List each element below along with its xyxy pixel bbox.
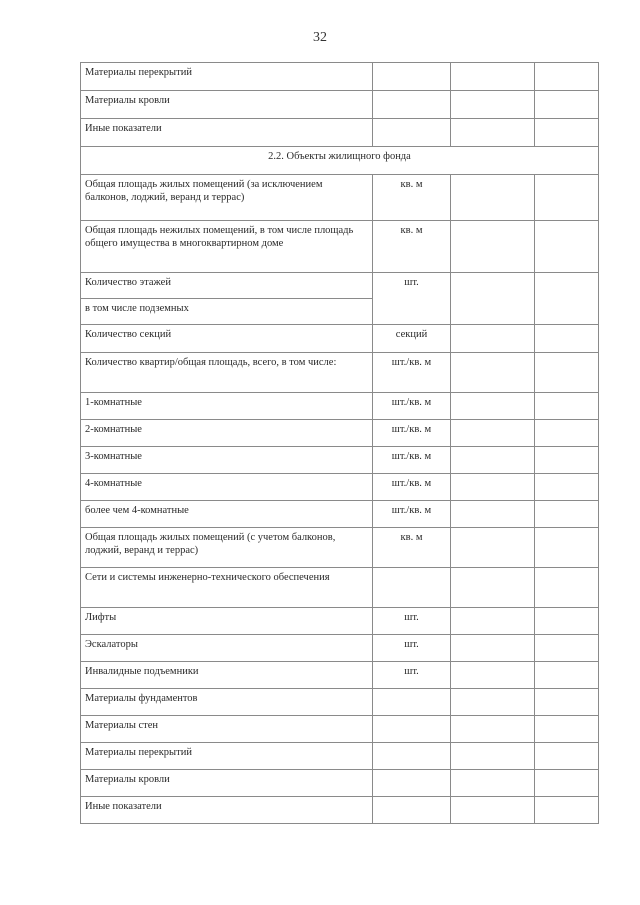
value-cell [451,608,535,635]
page-number: 32 [313,30,327,45]
row-label: 4-комнатные [81,474,373,501]
value-cell [535,325,599,353]
table-row [81,770,599,797]
row-label: Материалы перекрытий [81,63,373,91]
row-label: 2-комнатные [81,420,373,447]
row-unit: шт. [373,608,451,635]
table-row [81,662,599,689]
row-unit: шт. [373,662,451,689]
row-unit: шт./кв. м [373,353,451,393]
value-cell [535,797,599,824]
table-row [81,393,599,420]
value-cell [451,175,535,221]
value-cell [535,662,599,689]
row-label: более чем 4-комнатные [81,501,373,528]
value-cell [451,662,535,689]
row-unit: шт./кв. м [373,447,451,474]
row-unit: шт./кв. м [373,420,451,447]
table-row [81,635,599,662]
value-cell [535,528,599,568]
value-cell [451,63,535,91]
row-unit [373,91,451,119]
table-row [81,608,599,635]
value-cell [451,325,535,353]
value-cell [535,743,599,770]
table-row [81,273,599,299]
value-cell [535,716,599,743]
value-cell [451,420,535,447]
row-unit: кв. м [373,221,451,273]
row-label: Количество квартир/общая площадь, всего, в том числе: [81,353,373,393]
value-cell [535,353,599,393]
table-row [81,447,599,474]
row-label: Материалы перекрытий [81,743,373,770]
row-label: 3-комнатные [81,447,373,474]
section-header-row [81,147,599,175]
value-cell [535,273,599,325]
row-unit: шт./кв. м [373,501,451,528]
value-cell [451,221,535,273]
value-cell [535,221,599,273]
table-row [81,325,599,353]
value-cell [451,689,535,716]
row-unit [373,716,451,743]
value-cell [451,797,535,824]
row-label: в том числе подземных [81,299,373,325]
row-label: Общая площадь жилых помещений (с учетом балконов, лоджий, веранд и террас) [81,528,373,568]
table-row [81,568,599,608]
value-cell [451,119,535,147]
value-cell [451,528,535,568]
row-unit [373,770,451,797]
row-label: Лифты [81,608,373,635]
value-cell [535,63,599,91]
table-row [81,716,599,743]
row-unit [373,568,451,608]
value-cell [451,635,535,662]
value-cell [535,608,599,635]
row-unit [373,797,451,824]
indicators-table [80,62,599,824]
value-cell [535,393,599,420]
table-row [81,743,599,770]
row-label: Количество секций [81,325,373,353]
value-cell [451,770,535,797]
value-cell [535,474,599,501]
value-cell [535,689,599,716]
row-label: Инвалидные подъемники [81,662,373,689]
row-unit [373,743,451,770]
value-cell [535,635,599,662]
row-unit: шт. [373,273,451,325]
table-row [81,420,599,447]
row-label: Общая площадь жилых помещений (за исключением балконов, лоджий, веранд и террас) [81,175,373,221]
table-row [81,119,599,147]
row-label: Иные показатели [81,119,373,147]
row-unit: шт. [373,635,451,662]
value-cell [451,501,535,528]
row-label: Количество этажей [81,273,373,299]
row-label: Сети и системы инженерно-технического обеспечения [81,568,373,608]
table-row [81,63,599,91]
value-cell [451,743,535,770]
row-unit [373,119,451,147]
table-row [81,797,599,824]
value-cell [535,770,599,797]
value-cell [535,447,599,474]
value-cell [451,393,535,420]
row-unit: кв. м [373,528,451,568]
value-cell [451,716,535,743]
value-cell [535,568,599,608]
value-cell [451,353,535,393]
row-label: Общая площадь нежилых помещений, в том числе площадь общего имущества в многоквартирном доме [81,221,373,273]
value-cell [451,474,535,501]
value-cell [451,273,535,325]
row-unit: шт./кв. м [373,393,451,420]
row-unit [373,63,451,91]
row-label: Материалы кровли [81,91,373,119]
value-cell [451,568,535,608]
table-row [81,221,599,273]
row-unit [373,689,451,716]
row-label: 1-комнатные [81,393,373,420]
table-row [81,175,599,221]
table-row [81,528,599,568]
value-cell [535,91,599,119]
table-row [81,474,599,501]
value-cell [535,119,599,147]
section-title: 2.2. Объекты жилищного фонда [81,147,599,175]
row-unit: кв. м [373,175,451,221]
row-label: Материалы стен [81,716,373,743]
row-label: Материалы фундаментов [81,689,373,716]
value-cell [535,420,599,447]
table-row [81,689,599,716]
row-unit: секций [373,325,451,353]
row-label: Эскалаторы [81,635,373,662]
value-cell [451,91,535,119]
row-label: Иные показатели [81,797,373,824]
value-cell [535,501,599,528]
table-row [81,353,599,393]
row-unit: шт./кв. м [373,474,451,501]
value-cell [535,175,599,221]
table-row [81,91,599,119]
row-label: Материалы кровли [81,770,373,797]
table-row [81,501,599,528]
value-cell [451,447,535,474]
